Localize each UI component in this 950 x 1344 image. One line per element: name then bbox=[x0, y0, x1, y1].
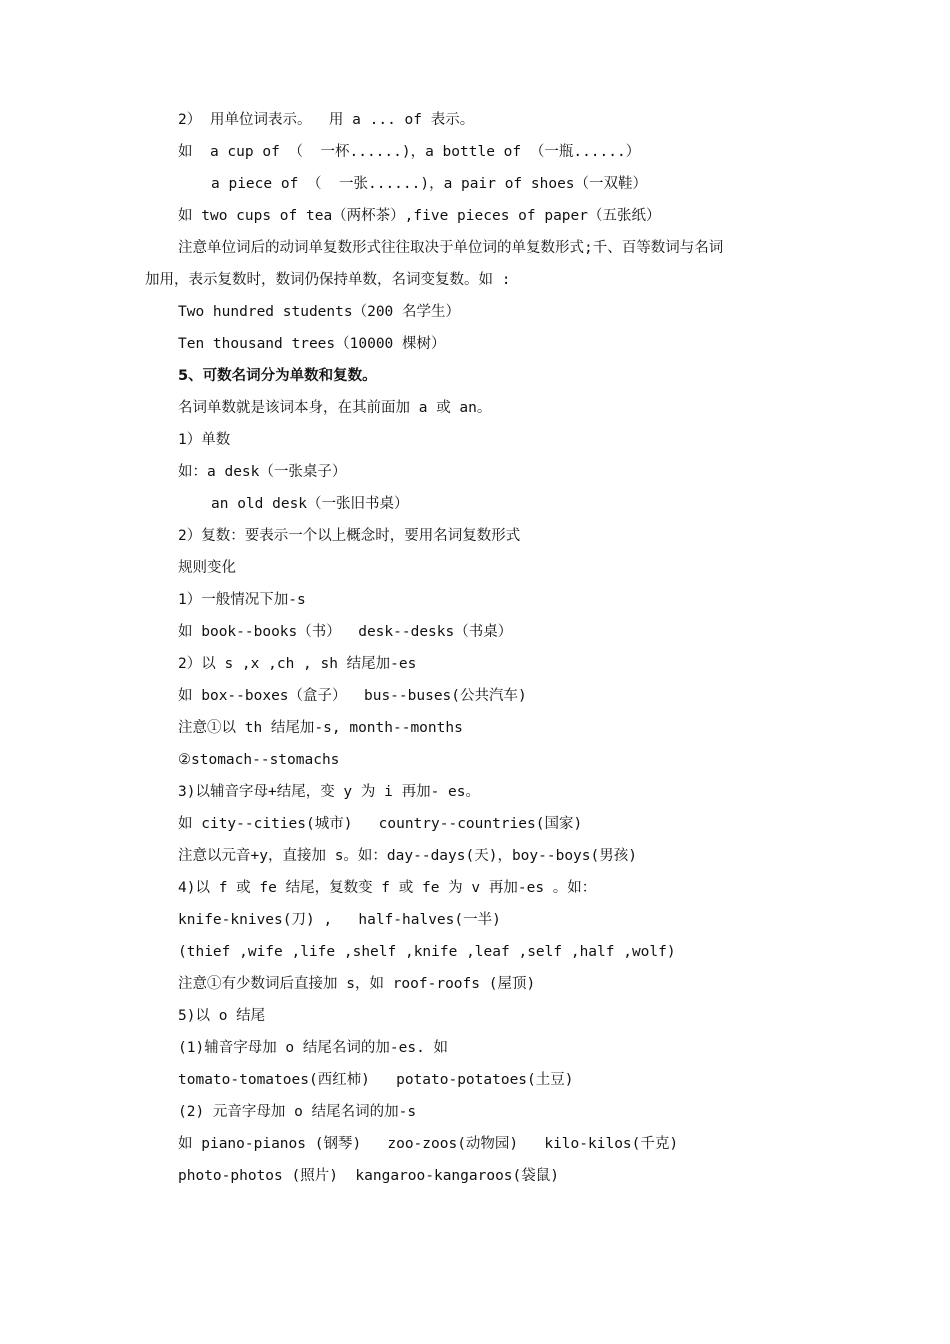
text-line: 如 piano-pianos (钢琴) zoo-zoos(动物园) kilo-kilos(千克) bbox=[178, 1136, 679, 1152]
text-line: 注意单位词后的动词单复数形式往往取决于单位词的单复数形式;千、百等数词与名词 bbox=[178, 240, 724, 256]
text-line: 1）一般情况下加-s bbox=[178, 592, 306, 608]
text-line: knife-knives(刀) , half-halves(一半) bbox=[178, 912, 501, 928]
text-line: a piece of （ 一张......)，a pair of shoes（一双鞋） bbox=[211, 176, 648, 192]
text-line: (1)辅音字母加 o 结尾名词的加-es. 如 bbox=[178, 1040, 449, 1056]
section-heading: 5、可数名词分为单数和复数。 bbox=[178, 368, 377, 384]
text-line: 注意①有少数词后直接加 s，如 roof-roofs (屋顶) bbox=[178, 976, 536, 992]
text-line: an old desk（一张旧书桌） bbox=[211, 496, 409, 512]
text-line: 5)以 o 结尾 bbox=[178, 1008, 266, 1024]
text-line: photo-photos (照片) kangaroo-kangaroos(袋鼠) bbox=[178, 1168, 559, 1184]
text-line: 注意以元音+y，直接加 s。如：day--days(天)，boy--boys(男孩) bbox=[178, 848, 637, 864]
text-line: 注意①以 th 结尾加-s, month--months bbox=[178, 720, 463, 736]
text-line: 加用，表示复数时，数词仍保持单数，名词变复数。如 : bbox=[145, 272, 511, 288]
text-line: Two hundred students（200 名学生） bbox=[178, 304, 461, 320]
text-line: 2）以 s ,x ,ch , sh 结尾加-es bbox=[178, 656, 417, 672]
text-line: 2）复数：要表示一个以上概念时，要用名词复数形式 bbox=[178, 528, 521, 544]
text-line: (thief ,wife ,life ,shelf ,knife ,leaf ,self ,half ,wolf) bbox=[178, 944, 676, 960]
text-line: 4)以 f 或 fe 结尾，复数变 f 或 fe 为 v 再加-es 。如： bbox=[178, 880, 597, 896]
text-line: (2) 元音字母加 o 结尾名词的加-s bbox=[178, 1104, 417, 1120]
text-line: 如 book--books（书） desk--desks（书桌） bbox=[178, 624, 513, 640]
text-line: tomato-tomatoes(西红柿) potato-potatoes(土豆) bbox=[178, 1072, 574, 1088]
text-line: ②stomach--stomachs bbox=[178, 752, 340, 768]
text-line: 如 box--boxes（盒子） bus--buses(公共汽车) bbox=[178, 688, 527, 704]
text-line: 规则变化 bbox=[178, 560, 236, 576]
text-line: 1）单数 bbox=[178, 432, 231, 448]
text-line: 2） 用单位词表示。 用 a ... of 表示。 bbox=[178, 112, 475, 128]
text-line: 如 city--cities(城市) country--countries(国家) bbox=[178, 816, 583, 832]
text-line: 名词单数就是该词本身，在其前面加 a 或 an。 bbox=[178, 400, 492, 416]
text-line: Ten thousand trees（10000 棵树） bbox=[178, 336, 446, 352]
text-line: 如：a desk（一张桌子） bbox=[178, 464, 347, 480]
text-line: 如 a cup of （ 一杯......)，a bottle of （一瓶......） bbox=[178, 144, 641, 160]
text-line: 3)以辅音字母+结尾，变 y 为 i 再加- es。 bbox=[178, 784, 480, 800]
text-line: 如 two cups of tea（两杯茶）,five pieces of paper（五张纸） bbox=[178, 208, 661, 224]
